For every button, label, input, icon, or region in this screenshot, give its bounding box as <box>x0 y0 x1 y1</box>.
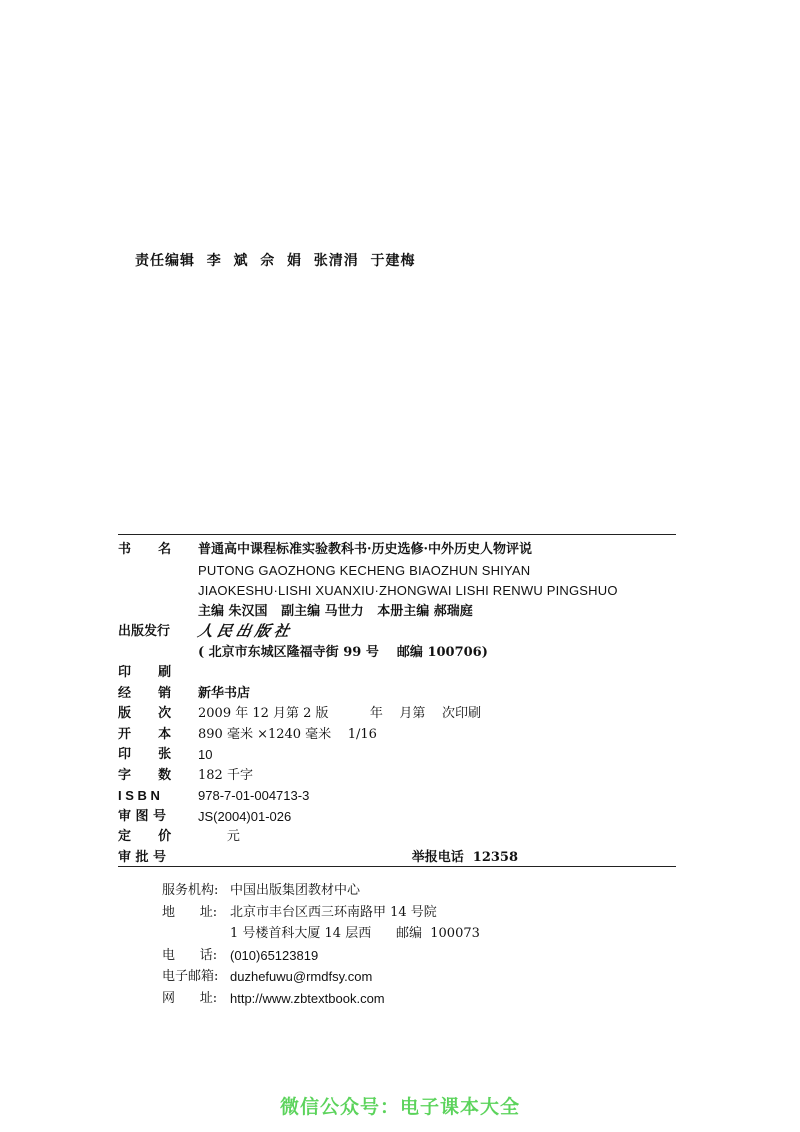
approval-row <box>118 848 678 869</box>
service-address-row-2 <box>162 923 480 945</box>
sheets-label: 印 张 <box>118 747 172 762</box>
service-address-row <box>162 902 480 924</box>
chief-editors-line: 主编 朱汉国 副主编 马世力 本册主编 郝瑞庭 <box>198 603 473 619</box>
book-name-pinyin-1: PUTONG GAOZHONG KECHENG BIAOZHUN SHIYAN <box>198 562 531 578</box>
format-row <box>118 725 678 746</box>
publisher-label: 出版发行 <box>118 624 171 639</box>
printer-label: 印 刷 <box>118 665 172 680</box>
price-value: 元 <box>198 829 240 844</box>
words-row <box>118 766 678 787</box>
service-address-value-1: 北京市丰台区西三环南路甲 14 号院 <box>230 904 437 920</box>
words-value: 182 千字 <box>198 767 253 783</box>
isbn-label: I S B N <box>118 788 160 803</box>
wechat-watermark: 微信公众号：电子课本大全 <box>279 1096 520 1118</box>
publisher-address: ( 北京市东城区隆福寺街 99 号 邮编 100706) <box>198 644 488 660</box>
sheets-value: 10 <box>198 747 213 762</box>
service-email-row <box>162 966 480 988</box>
map-review-value: JS(2004)01-026 <box>198 808 292 824</box>
service-email-value: duzhefuwu@rmdfsy.com <box>230 969 373 984</box>
sheets-row <box>118 745 678 766</box>
service-phone-value: (010)65123819 <box>230 947 319 963</box>
service-website-row <box>162 988 480 1010</box>
service-email-label: 电子邮箱: <box>162 969 219 984</box>
words-label: 字 数 <box>118 767 172 783</box>
price-label: 定 价 <box>118 829 172 844</box>
service-website-value: http://www.zbtextbook.com <box>230 990 385 1006</box>
service-address-label: 地 址: <box>162 904 218 920</box>
book-name-row <box>118 540 678 561</box>
price-row <box>118 827 678 848</box>
isbn-row <box>118 786 678 807</box>
service-website-label: 网 址: <box>162 990 218 1006</box>
format-value: 890 毫米 ×1240 毫米 1/16 <box>198 726 377 742</box>
service-phone-label: 电 话: <box>162 947 218 963</box>
cip-top-rule <box>118 534 676 535</box>
distributor-row <box>118 684 678 705</box>
edition-row <box>118 704 678 725</box>
service-address-value-2: 1 号楼首科大厦 14 层西 邮编 100073 <box>230 926 480 941</box>
format-label: 开 本 <box>118 726 172 742</box>
distributor-value: 新华书店 <box>198 685 251 701</box>
cip-bottom-rule <box>118 866 676 867</box>
service-org-label: 服务机构: <box>162 883 219 898</box>
printer-row <box>118 663 678 684</box>
book-name-cn: 普通高中课程标准实验教科书·历史选修·中外历史人物评说 <box>198 542 533 557</box>
responsible-editors: 责任编辑 李 斌 佘 娟 张清涓 于建梅 <box>135 253 416 269</box>
service-org-value: 中国出版集团教材中心 <box>230 883 361 898</box>
publisher-row <box>118 622 678 643</box>
distributor-label: 经 销 <box>118 685 172 701</box>
service-org-row <box>162 880 480 902</box>
book-name-pinyin-2: JIAOKESHU·LISHI XUANXIU·ZHONGWAI LISHI RENWU PINGSHUO <box>198 583 618 598</box>
service-info-block <box>162 880 480 1009</box>
service-phone-row <box>162 945 480 967</box>
edition-value: 2009 年 12 月第 2 版 年 月第 次印刷 <box>198 706 481 721</box>
isbn-value: 978-7-01-004713-3 <box>198 788 310 803</box>
hotline: 举报电话 12358 <box>411 849 518 865</box>
copyright-info-block <box>118 540 678 868</box>
book-name-label: 书 名 <box>118 542 172 557</box>
approval-label: 审 批 号 <box>118 849 167 865</box>
publisher-logo: 人民出版社 <box>196 622 295 640</box>
map-review-label: 审 图 号 <box>118 808 167 824</box>
map-review-row <box>118 807 678 828</box>
edition-label: 版 次 <box>118 706 172 721</box>
